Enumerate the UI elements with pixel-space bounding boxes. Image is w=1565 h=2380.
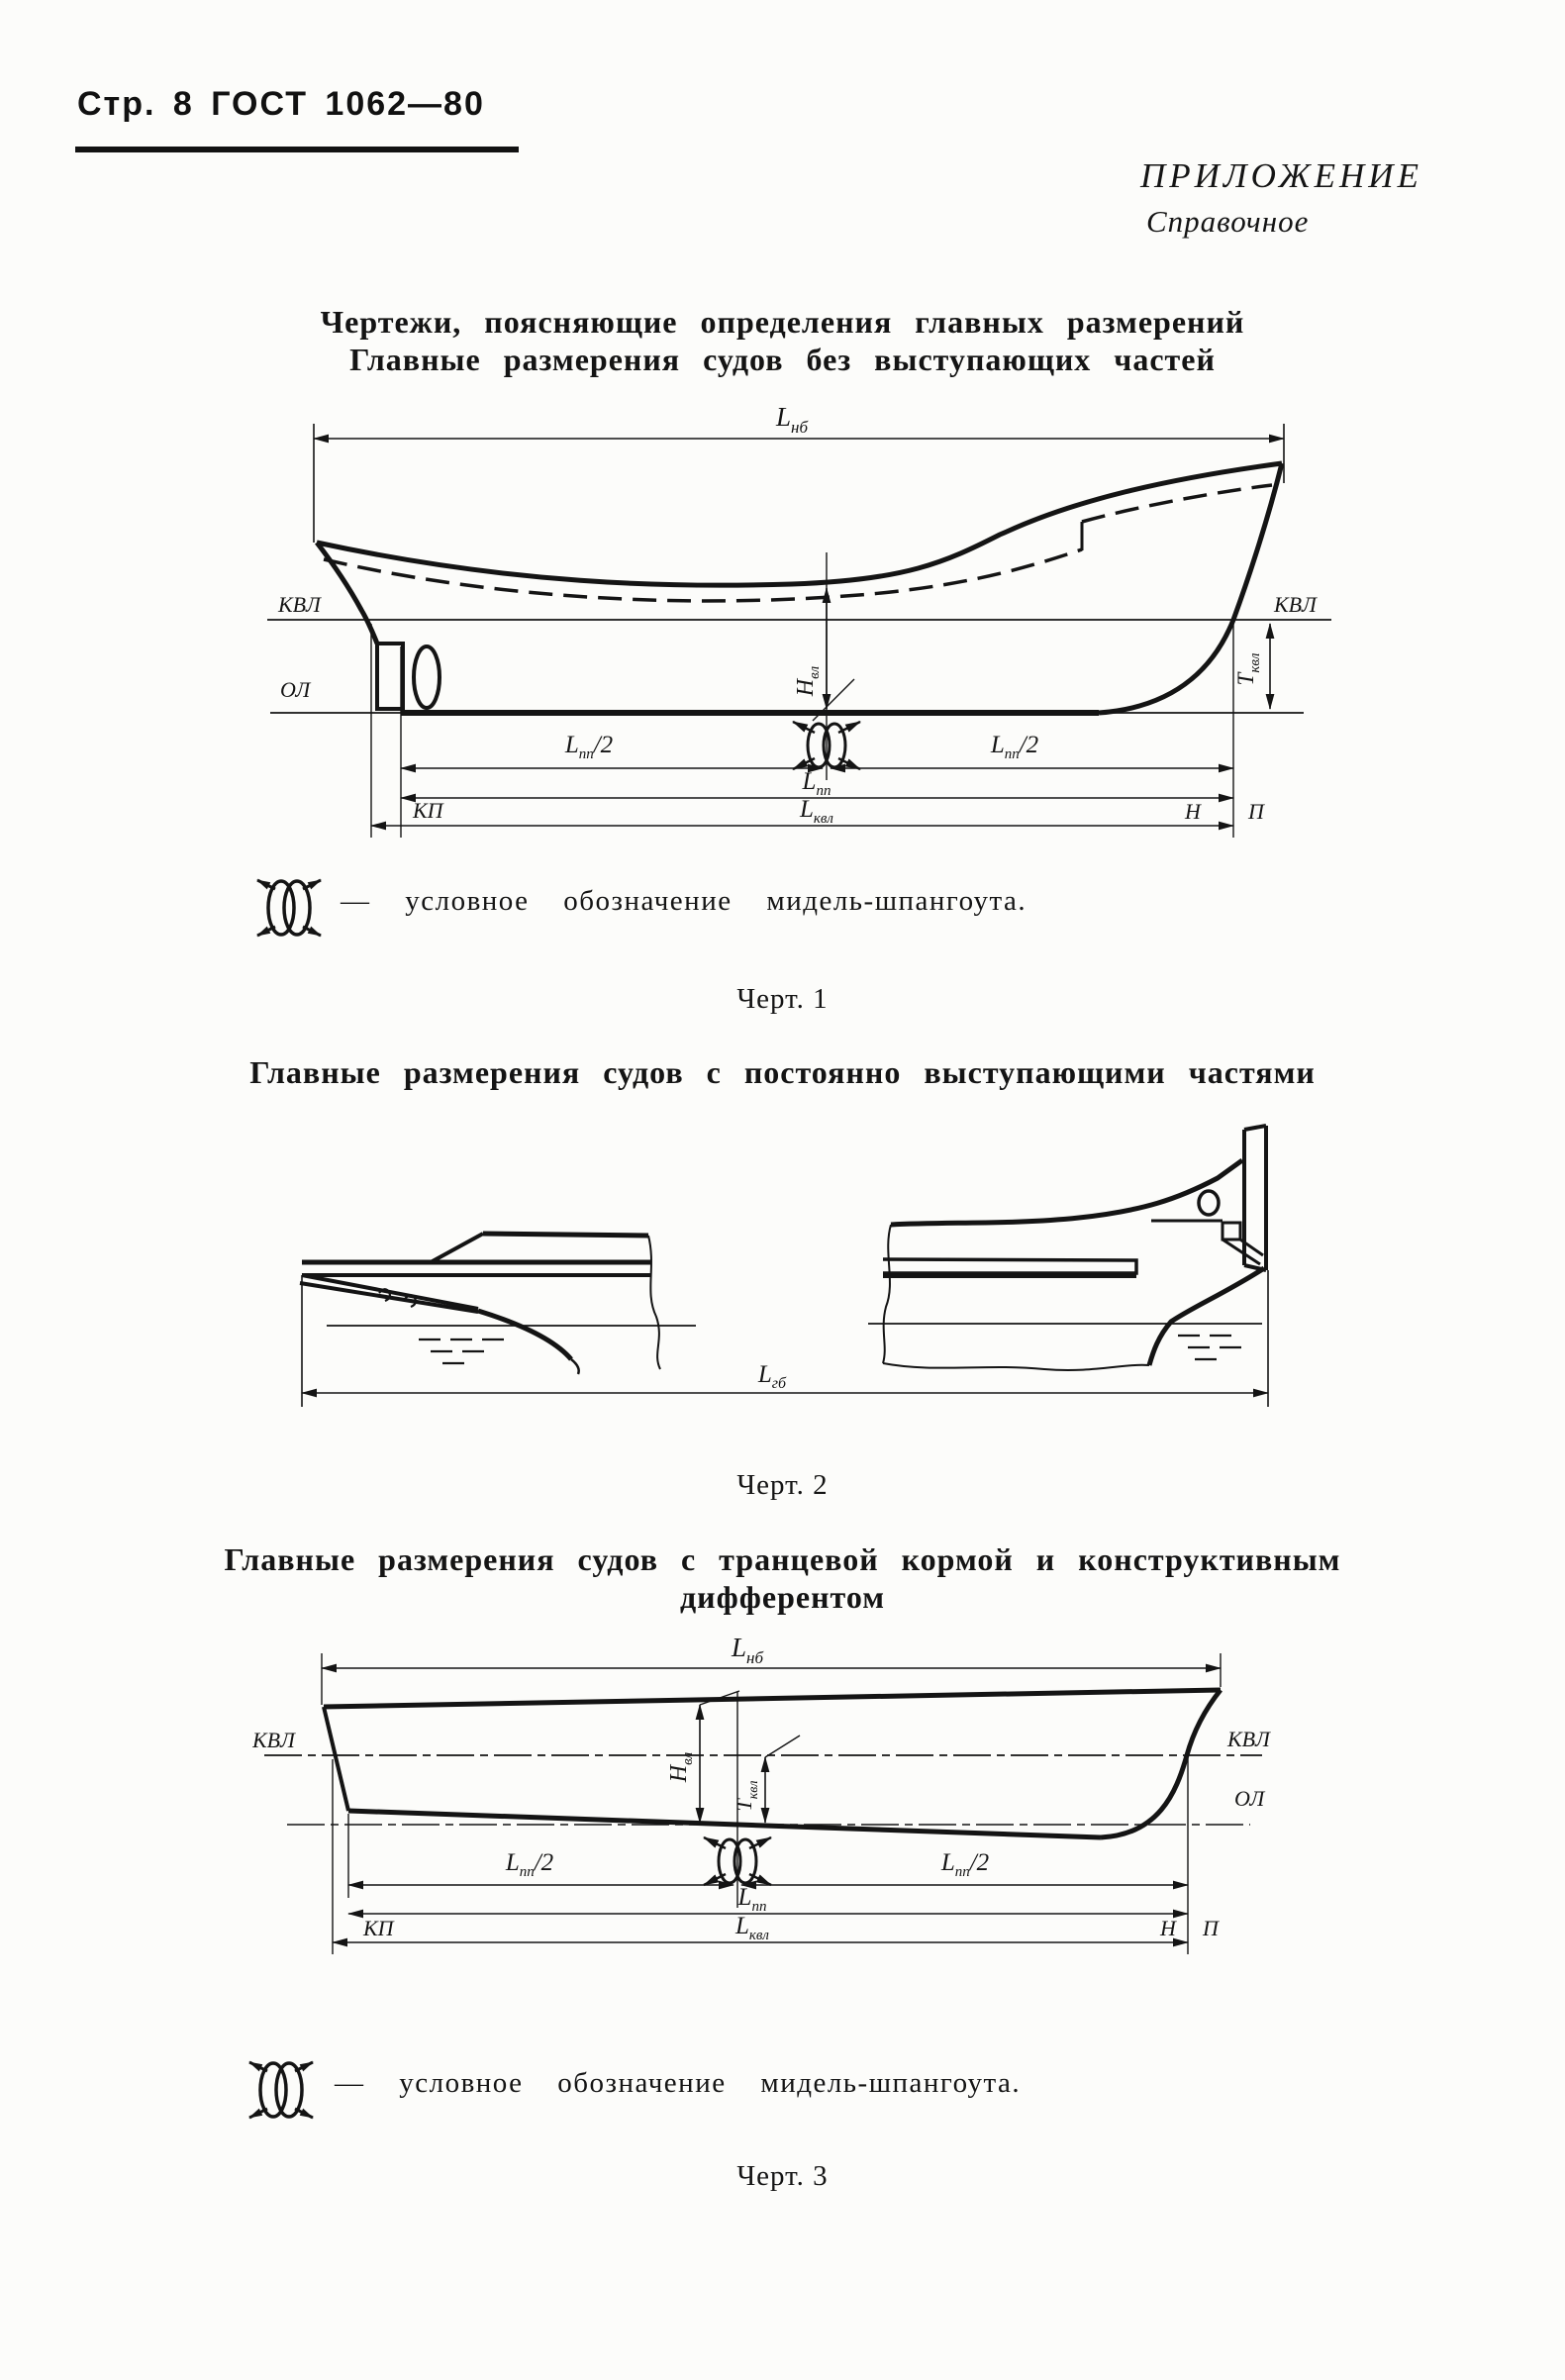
rub-rail xyxy=(883,1259,1136,1273)
label-t-kvl: $Т_{квл}$ xyxy=(1233,652,1263,686)
figure3-title xyxy=(0,1540,1565,1616)
label-kvl-right: КВЛ xyxy=(1274,592,1317,617)
figure3-caption: Черт. 3 xyxy=(736,2160,829,2192)
label-kvl-left: КВЛ xyxy=(278,592,321,617)
fig1-hull xyxy=(317,463,1282,713)
label-l-pp-half-left: $L_{пп}/2$ xyxy=(505,1849,554,1880)
label-h-vl: $Н_{вл}$ xyxy=(793,665,823,697)
label-l-nb: $L_{нб}$ xyxy=(775,402,809,437)
label-l-kvl: $L_{квл}$ xyxy=(800,796,833,827)
label-n: Н xyxy=(1185,799,1201,824)
label-l-pp: $L_{пп}$ xyxy=(737,1884,767,1915)
water-hatching-right xyxy=(1178,1336,1241,1359)
label-ol: ОЛ xyxy=(280,677,311,702)
main-title-line2: Главные размерения судов без выступающих частей xyxy=(349,342,1216,377)
label-kvl-left: КВЛ xyxy=(252,1728,295,1752)
label-t-kvl: $Т_{квл}$ xyxy=(732,1780,761,1812)
figure1-drawing xyxy=(252,394,1361,854)
fig1-length-dimensions xyxy=(371,624,1265,838)
label-ol: ОЛ xyxy=(1234,1786,1265,1811)
figure3-title-line1: Главные размерения судов с транцевой кормой и конструктивным xyxy=(224,1541,1341,1577)
main-title-line1: Чертежи, поясняющие определения главных размерений xyxy=(320,304,1245,340)
fig3-hull xyxy=(324,1690,1221,1837)
legend2-text: — условное обозначение мидель-шпангоута. xyxy=(335,2067,1022,2099)
label-kp: КП xyxy=(413,798,443,823)
label-l-pp-half-right: $L_{пп}/2$ xyxy=(990,732,1039,762)
label-l-kvl: $L_{квл}$ xyxy=(735,1913,769,1943)
label-p: П xyxy=(1248,799,1264,824)
label-h-vl: $Н_{вл}$ xyxy=(666,1751,696,1783)
label-n: Н xyxy=(1160,1916,1176,1940)
legend1-midship-icon xyxy=(253,869,325,946)
label-l-gb: $L_{гб}$ xyxy=(757,1361,787,1392)
label-p: П xyxy=(1203,1916,1219,1940)
appendix-subtitle: Справочное xyxy=(1146,204,1310,239)
page-header: Стр. 8 ГОСТ 1062—80 xyxy=(77,85,485,123)
propeller xyxy=(414,646,440,708)
fig3-vertical-dimensions xyxy=(666,1691,800,1908)
legend1-text: — условное обозначение мидель-шпангоута. xyxy=(341,885,1027,917)
figure1-caption: Черт. 1 xyxy=(736,983,829,1015)
label-l-pp-half-right: $L_{пп}/2$ xyxy=(940,1849,990,1880)
label-l-pp: $L_{пп}$ xyxy=(802,768,831,799)
rudder xyxy=(377,644,403,709)
figure2-title: Главные размерения судов с постоянно выступающими частями xyxy=(249,1054,1316,1090)
label-l-nb: $L_{нб}$ xyxy=(731,1636,764,1667)
fig2-bow-fragment xyxy=(300,1234,696,1374)
fig3-reference-lines xyxy=(252,1727,1271,1825)
figure3-title-line2: дифферентом xyxy=(679,1579,886,1615)
fairlead-hole xyxy=(1199,1191,1219,1215)
header-rule xyxy=(75,147,519,152)
figure3-drawing xyxy=(252,1636,1361,2036)
label-kvl-right: КВЛ xyxy=(1227,1727,1270,1751)
main-title xyxy=(0,303,1565,378)
figure2-drawing xyxy=(252,1104,1361,1431)
label-kp: КП xyxy=(363,1916,394,1940)
fig2-stern-fragment xyxy=(868,1126,1266,1370)
appendix-title: ПРИЛОЖЕНИЕ xyxy=(1140,156,1422,195)
label-l-pp-half-left: $L_{пп}/2$ xyxy=(564,732,614,762)
water-hatching-left xyxy=(419,1339,504,1363)
figure2-caption: Черт. 2 xyxy=(736,1469,829,1501)
legend2-midship-icon xyxy=(245,2051,317,2129)
rudder-edge xyxy=(1149,1268,1264,1365)
fig1-lnb-dimension xyxy=(314,402,1284,543)
appendix-block xyxy=(1140,156,1497,240)
fig3-length-dimensions xyxy=(333,1758,1220,1954)
fig2-lgb-dimension xyxy=(302,1270,1268,1407)
